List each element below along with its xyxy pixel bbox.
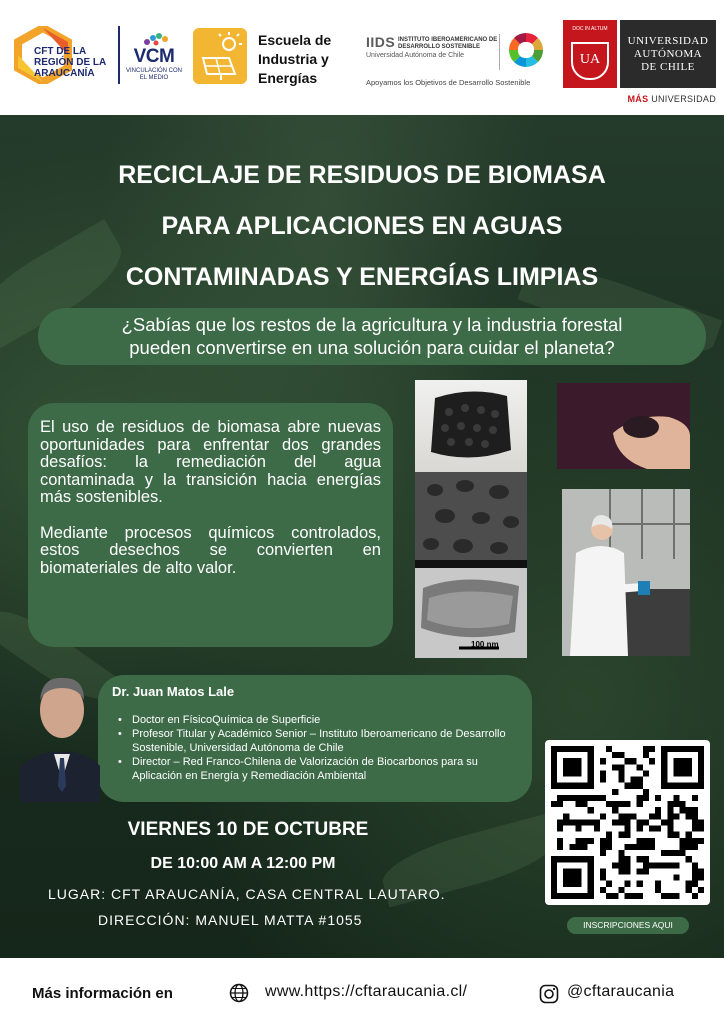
speaker-role: • Profesor Titular y Académico Senior – Instituto Iberoamericano de Desarrollo Sostenible, Universidad Autónoma de Chile	[118, 727, 528, 755]
instagram-icon	[539, 984, 559, 1004]
ua-name-logo: UNIVERSIDAD AUTÓNOMA DE CHILE	[620, 20, 716, 88]
event-time: DE 10:00 AM A 12:00 PM	[150, 855, 336, 872]
iids-logo-sub: INSTITUTO IBEROAMERICANO DE DESARROLLO SOSTENIBLE	[398, 37, 498, 50]
iids-logo	[366, 34, 496, 59]
qr-code-icon	[551, 746, 704, 899]
speaker-avatar	[20, 670, 100, 802]
globe-icon	[229, 983, 249, 1003]
ua-shield-motto: DOC IN ALTUM	[572, 26, 608, 32]
ua-shield-text: UA	[571, 42, 609, 80]
tem-image-nanostructure	[415, 568, 527, 658]
iids-logo-text: IIDS	[366, 34, 396, 50]
qr-code[interactable]	[545, 740, 710, 905]
cft-logo-text: CFT DE LA REGIÓN DE LA ARAUCANÍA	[34, 46, 106, 79]
event-date: VIERNES 10 DE OCTUBRE	[127, 819, 369, 840]
sem-image-porous	[415, 472, 527, 568]
instagram-handle[interactable]: @cftaraucania	[567, 983, 675, 1000]
speaker-name: Dr. Juan Matos Lale	[112, 684, 235, 699]
iids-tagline: Apoyamos los Objetivos de Desarrollo Sostenible	[366, 78, 531, 87]
registration-button[interactable]: INSCRIPCIONES AQUI	[567, 917, 689, 934]
vcm-logo	[124, 30, 184, 86]
speaker-role: • Director – Red Franco-Chilena de Valorización de Biocarbonos para su Aplicación en Energía y Remediación Ambiental	[118, 755, 528, 783]
sdg-wheel-icon	[508, 32, 544, 68]
iids-university: Universidad Autónoma de Chile	[366, 52, 465, 59]
logo-divider	[118, 26, 120, 84]
question-banner: ¿Sabías que los restos de la agricultura y la industria forestal pueden convertirse en una solución para cuidar el planeta?	[38, 308, 706, 365]
researcher-lab-photo	[562, 489, 690, 656]
vcm-logo-text: VCM	[133, 46, 175, 67]
vcm-logo-sub: VINCULACIÓN CON EL MEDIO	[125, 68, 182, 81]
description-paragraph: El uso de residuos de biomasa abre nuevas oportunidades para enfrentar dos grandes desafíos: la remediación del agua contaminada y la transición hacia energías más sostenibles.	[40, 418, 381, 506]
school-logo-text: Escuela de Industria y Energías	[258, 32, 332, 86]
scale-bar-label: 100 nm	[471, 640, 499, 649]
speaker-roles	[118, 713, 528, 783]
main-panel	[0, 115, 724, 958]
speaker-role: • Doctor en FísicoQuímica de Superficie	[118, 713, 528, 727]
header-logos	[0, 0, 724, 115]
more-info-label: Más información en	[32, 985, 173, 1002]
event-place: LUGAR: CFT ARAUCANÍA, CASA CENTRAL LAUTARO.	[48, 886, 446, 902]
website-link[interactable]: www.https://cftaraucania.cl/	[265, 983, 468, 1000]
ua-shield-logo	[563, 20, 617, 88]
footer	[0, 958, 724, 1024]
page-title: RECICLAJE DE RESIDUOS DE BIOMASA PARA APLICACIONES EN AGUAS CONTAMINADAS Y ENERGÍAS LIMPIAS	[118, 161, 606, 291]
ua-tagline: MÁS UNIVERSIDAD	[627, 94, 716, 104]
biochar-photo	[415, 380, 527, 472]
description-paragraph: Mediante procesos químicos controlados, estos desechos se convierten en biomateriales de alto valor.	[40, 523, 381, 577]
solar-panel-icon	[193, 28, 247, 84]
description-box	[28, 403, 393, 647]
cft-logo	[14, 24, 114, 86]
event-address: DIRECCIÓN: MANUEL MATTA #1055	[98, 912, 363, 928]
qr-finder-pattern	[551, 856, 594, 899]
qr-finder-pattern	[661, 746, 704, 789]
logo-divider	[499, 34, 500, 70]
biomass-hand-photo	[557, 383, 690, 469]
vcm-dots-icon	[142, 30, 170, 46]
qr-finder-pattern	[551, 746, 594, 789]
